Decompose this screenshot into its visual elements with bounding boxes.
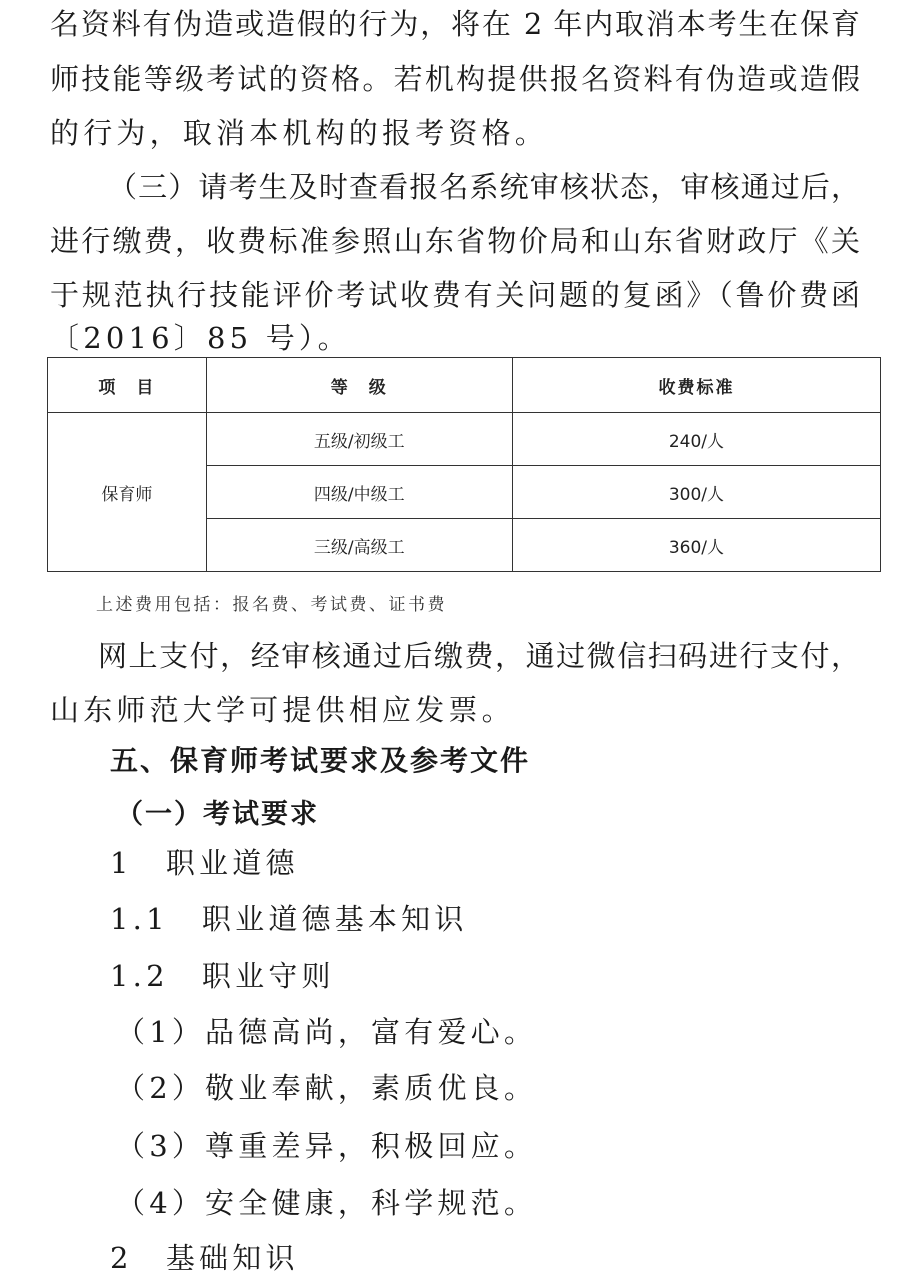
- section5-subtitle: （一）考试要求: [116, 799, 319, 830]
- project-cell: 保育师: [48, 413, 207, 572]
- para1-line2: 师技能等级考试的资格。若机构提供报名资料有伪造或造假: [50, 62, 860, 96]
- header-level: 等 级: [206, 358, 512, 413]
- para1-line3: 的行为，取消本机构的报考资格。: [50, 116, 549, 150]
- fee-table-header-row: [48, 358, 881, 413]
- list-item: 1.2 职业守则: [110, 959, 335, 993]
- payment-line1: 网上支付，经审核通过后缴费，通过微信扫码进行支付，: [98, 639, 860, 673]
- table-row: [48, 413, 881, 466]
- para1-line1: 名资料有伪造或造假的行为，将在 2 年内取消本考生在保育: [50, 7, 860, 41]
- level-cell: 四级/中级工: [206, 466, 512, 519]
- level-cell: 五级/初级工: [206, 413, 512, 466]
- fee-cell: 360/人: [512, 519, 880, 572]
- level-cell: 三级/高级工: [206, 519, 512, 572]
- para2-line1: （三）请考生及时查看报名系统审核状态，审核通过后，: [108, 170, 860, 204]
- fee-table: [47, 357, 881, 572]
- fee-cell: 240/人: [512, 413, 880, 466]
- list-item: 1 职业道德: [110, 846, 299, 880]
- header-fee: 收费标准: [512, 358, 880, 413]
- payment-line2: 山东师范大学可提供相应发票。: [50, 693, 515, 727]
- list-item: （4）安全健康，科学规范。: [116, 1186, 538, 1220]
- list-item: 2 基础知识: [110, 1241, 299, 1275]
- list-item: （3）尊重差异，积极回应。: [116, 1129, 538, 1163]
- section5-title: 五、保育师考试要求及参考文件: [110, 744, 531, 777]
- header-project: 项 目: [48, 358, 207, 413]
- fee-cell: 300/人: [512, 466, 880, 519]
- fee-note: 上述费用包括：报名费、考试费、证书费: [96, 595, 447, 615]
- list-item: 1.1 职业道德基本知识: [110, 902, 468, 936]
- list-item: （2）敬业奉献，素质优良。: [116, 1071, 538, 1105]
- list-item: （1）品德高尚，富有爱心。: [116, 1015, 538, 1049]
- para2-line2: 进行缴费，收费标准参照山东省物价局和山东省财政厅《关: [50, 224, 860, 258]
- para2-line3: 于规范执行技能评价考试收费有关问题的复函》（鲁价费函: [50, 278, 860, 312]
- para2-line4: 〔2016〕85 号）。: [50, 321, 351, 355]
